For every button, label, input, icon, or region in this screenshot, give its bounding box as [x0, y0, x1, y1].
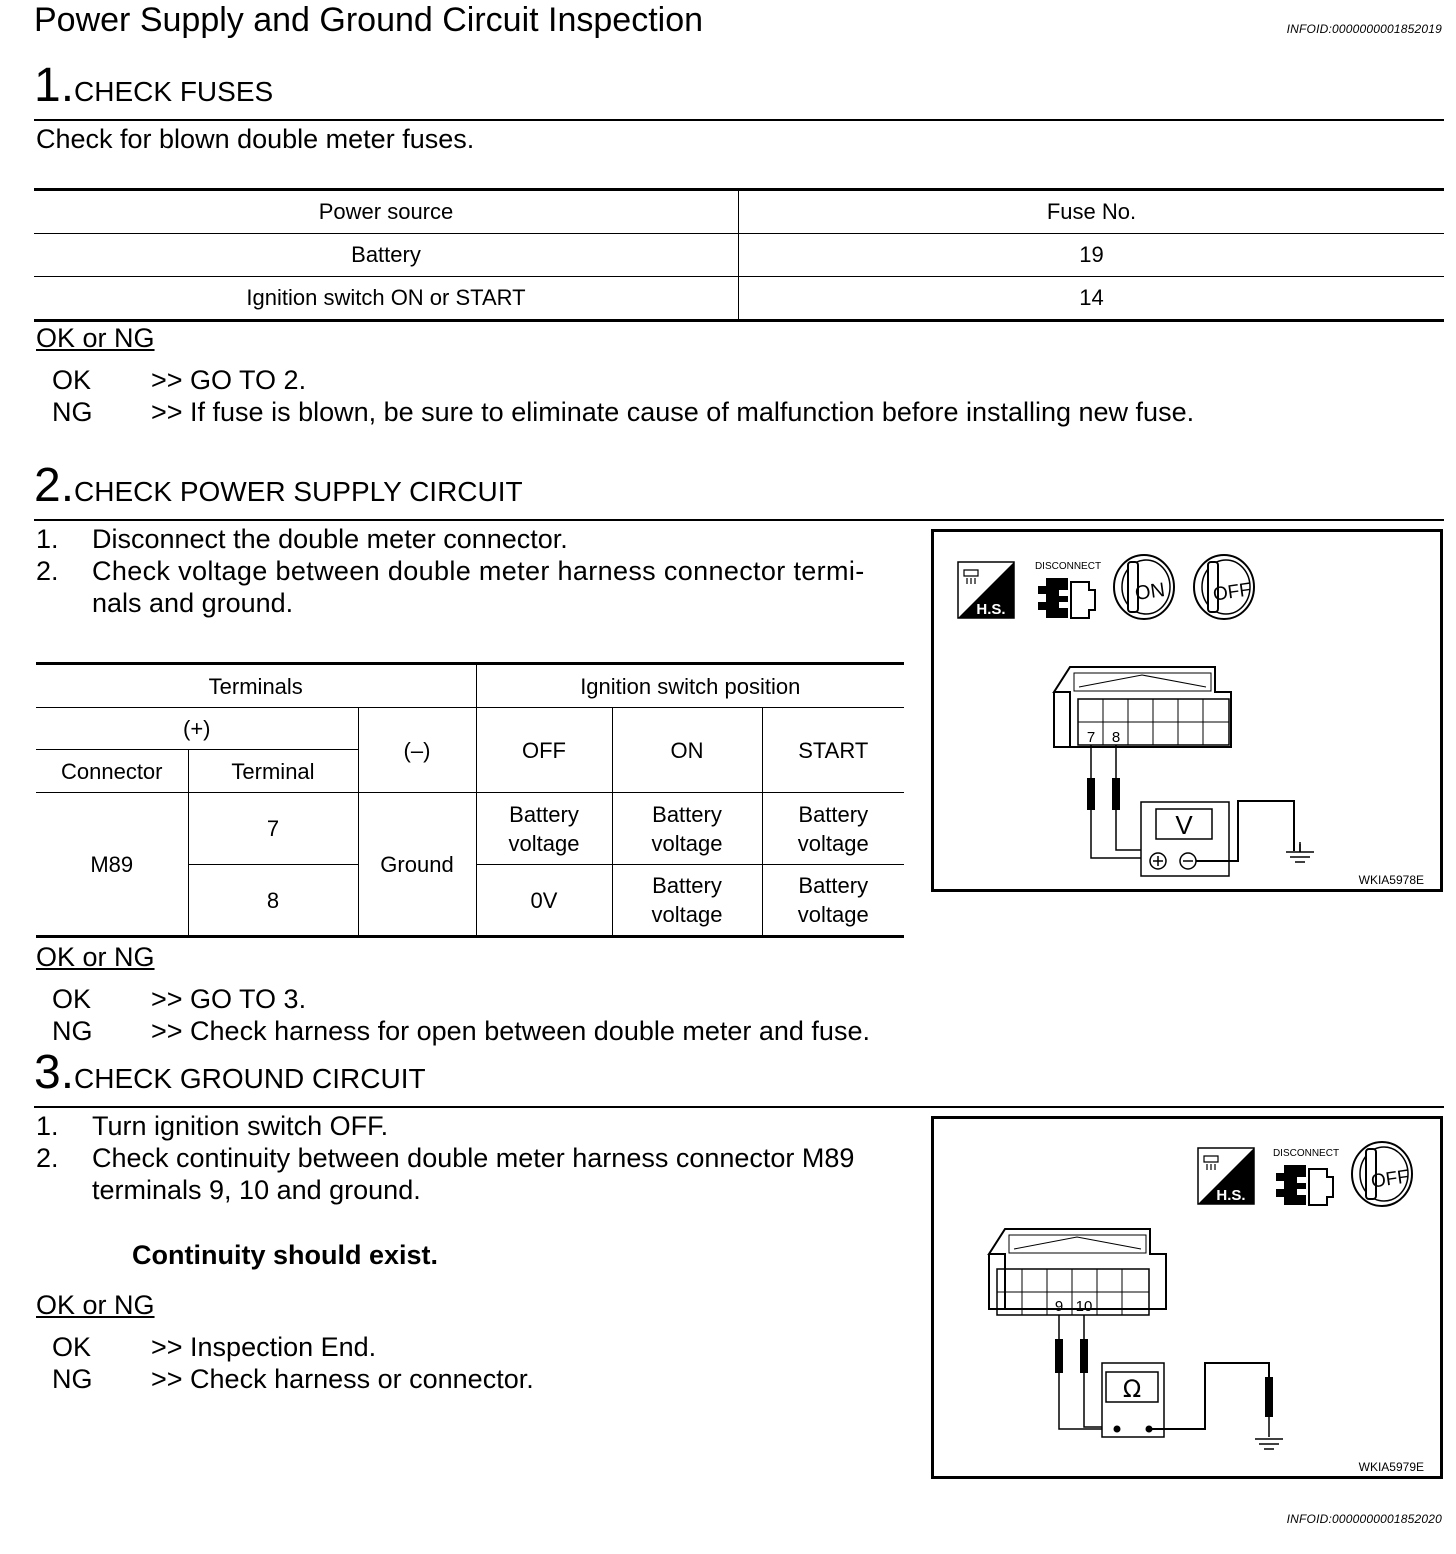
cell-connector: M89: [36, 793, 188, 937]
step2-heading: [34, 459, 523, 512]
table-row: [34, 277, 1444, 321]
step1-heading: [34, 59, 274, 112]
harness-connector: [989, 1229, 1166, 1315]
step1-title: CHECK FUSES: [74, 76, 274, 107]
ignition-on-icon: [1114, 555, 1174, 619]
step3-okng-label: OK or NG: [36, 1290, 155, 1320]
result-text: >> GO TO 2.: [151, 365, 307, 395]
figure-voltage-check: [931, 529, 1443, 892]
step1-result-ok: [52, 364, 306, 396]
step2-result-ok: [52, 983, 306, 1015]
svg-text:9: 9: [1054, 1298, 1064, 1315]
step1-instruction: Check for blown double meter fuses.: [36, 124, 475, 154]
header-power-source: Power source: [34, 190, 739, 234]
result-key: OK: [52, 365, 92, 395]
header-plus: (+): [36, 708, 358, 750]
step3-result-ng: [52, 1363, 534, 1395]
harness-side-icon: [1198, 1148, 1254, 1204]
cell-off: 0V: [476, 865, 612, 937]
header-connector: Connector: [36, 750, 188, 793]
step3-title: CHECK GROUND CIRCUIT: [74, 1063, 426, 1094]
step2-title: CHECK POWER SUPPLY CIRCUIT: [74, 476, 523, 507]
svg-text:10: 10: [1075, 1298, 1093, 1315]
step1-okng-label: OK or NG: [36, 323, 155, 353]
svg-text:ON: ON: [1133, 579, 1167, 605]
step2-result-ng: [52, 1015, 870, 1047]
svg-text:Ω: Ω: [1122, 1375, 1142, 1403]
step3-result-ok: [52, 1331, 376, 1363]
cell-fuse-no: 14: [1079, 285, 1104, 310]
result-text: >> If fuse is blown, be sure to eliminate cause of malfunction before installing new fuse.: [151, 397, 1195, 427]
page-title: Power Supply and Ground Circuit Inspection: [34, 1, 704, 39]
disconnect-icon: [1035, 561, 1101, 618]
cell-start: Battery voltage: [762, 793, 904, 865]
info-id-top: INFOID:0000000001852019: [1286, 22, 1442, 36]
list-item: 1. Turn ignition switch OFF.: [36, 1111, 389, 1141]
svg-text:OFF: OFF: [1211, 579, 1253, 606]
cell-on: Battery voltage: [612, 865, 762, 937]
svg-text:DISCONNECT: DISCONNECT: [1034, 561, 1102, 572]
result-key: NG: [52, 1364, 93, 1394]
table-row: [34, 234, 1444, 277]
cell-ground: Ground: [358, 793, 476, 937]
step3-list: [36, 1110, 916, 1206]
result-text: >> Check harness or connector.: [151, 1364, 534, 1394]
step2-okng-label: OK or NG: [36, 942, 155, 972]
figure-code: WKIA5978E: [1358, 873, 1424, 887]
ground-symbol: [1255, 1439, 1283, 1449]
result-text: >> Check harness for open between double meter and fuse.: [151, 1016, 870, 1046]
svg-text:H.S.: H.S.: [1216, 1187, 1246, 1204]
result-key: NG: [52, 1016, 93, 1046]
step1-number: 1.: [34, 59, 75, 112]
svg-text:OFF: OFF: [1369, 1166, 1411, 1193]
svg-text:DISCONNECT: DISCONNECT: [1272, 1148, 1340, 1159]
cell-power-source: Ignition switch ON or START: [34, 277, 739, 321]
table-header-row: [36, 708, 904, 750]
step1-result-ng: [52, 396, 1194, 428]
step2-rule: [34, 519, 1444, 521]
table-row: [36, 793, 904, 865]
list-item: 2. Check continuity between double meter harness connector M89 terminals 9, 10 and ground.: [36, 1143, 855, 1205]
header-terminals: Terminals: [36, 664, 476, 708]
ignition-off-icon: [1194, 555, 1254, 619]
cell-fuse-no: 19: [739, 234, 1445, 277]
disconnect-icon: [1273, 1148, 1339, 1205]
list-item: 2. Check voltage between double meter harness connector termi- nals and ground.: [36, 556, 865, 618]
step3-rule: [34, 1106, 1444, 1108]
result-key: NG: [52, 397, 93, 427]
figure-code: WKIA5979E: [1358, 1460, 1424, 1474]
header-start: START: [762, 708, 904, 793]
harness-connector: [1054, 667, 1231, 747]
step3-heading: [34, 1046, 426, 1099]
svg-text:H.S.: H.S.: [976, 601, 1006, 618]
continuity-spec: Continuity should exist.: [132, 1240, 439, 1270]
header-minus: (–): [358, 708, 476, 793]
header-fuse-no: Fuse No.: [739, 190, 1445, 234]
ground-symbol: [1286, 844, 1314, 862]
list-item: 1. Disconnect the double meter connector.: [36, 524, 568, 554]
continuity-diagram: [934, 1119, 1440, 1476]
cell-start: Battery voltage: [762, 865, 904, 937]
ohmmeter: [1055, 1315, 1273, 1437]
table-header-row: [36, 664, 904, 708]
step3-number: 3.: [34, 1046, 75, 1099]
voltage-table: [36, 662, 904, 938]
info-id-bottom: INFOID:0000000001852020: [1286, 1512, 1442, 1526]
svg-text:8: 8: [1111, 729, 1121, 746]
harness-side-icon: [958, 562, 1014, 618]
result-text: >> GO TO 3.: [151, 984, 307, 1014]
fuse-table: [34, 188, 1444, 322]
header-off: OFF: [476, 708, 612, 793]
header-terminal: Terminal: [188, 750, 358, 793]
header-ign-position: Ignition switch position: [476, 664, 904, 708]
result-key: OK: [52, 984, 92, 1014]
result-key: OK: [52, 1332, 92, 1362]
step2-number: 2.: [34, 459, 75, 512]
svg-text:V: V: [1175, 810, 1193, 840]
ignition-off-icon: [1352, 1142, 1412, 1206]
header-on: ON: [612, 708, 762, 793]
table-header-row: [34, 190, 1444, 234]
step2-list: [36, 523, 916, 619]
result-text: >> Inspection End.: [151, 1332, 377, 1362]
cell-terminal: 7: [188, 793, 358, 865]
cell-terminal: 8: [188, 865, 358, 937]
voltage-diagram: [934, 532, 1440, 889]
voltmeter: [1087, 745, 1300, 876]
cell-on: Battery voltage: [612, 793, 762, 865]
cell-power-source: Battery: [34, 234, 739, 277]
cell-off: Battery voltage: [476, 793, 612, 865]
svg-text:7: 7: [1086, 729, 1096, 746]
figure-ground-check: [931, 1116, 1443, 1479]
step1-rule: [34, 119, 1444, 121]
